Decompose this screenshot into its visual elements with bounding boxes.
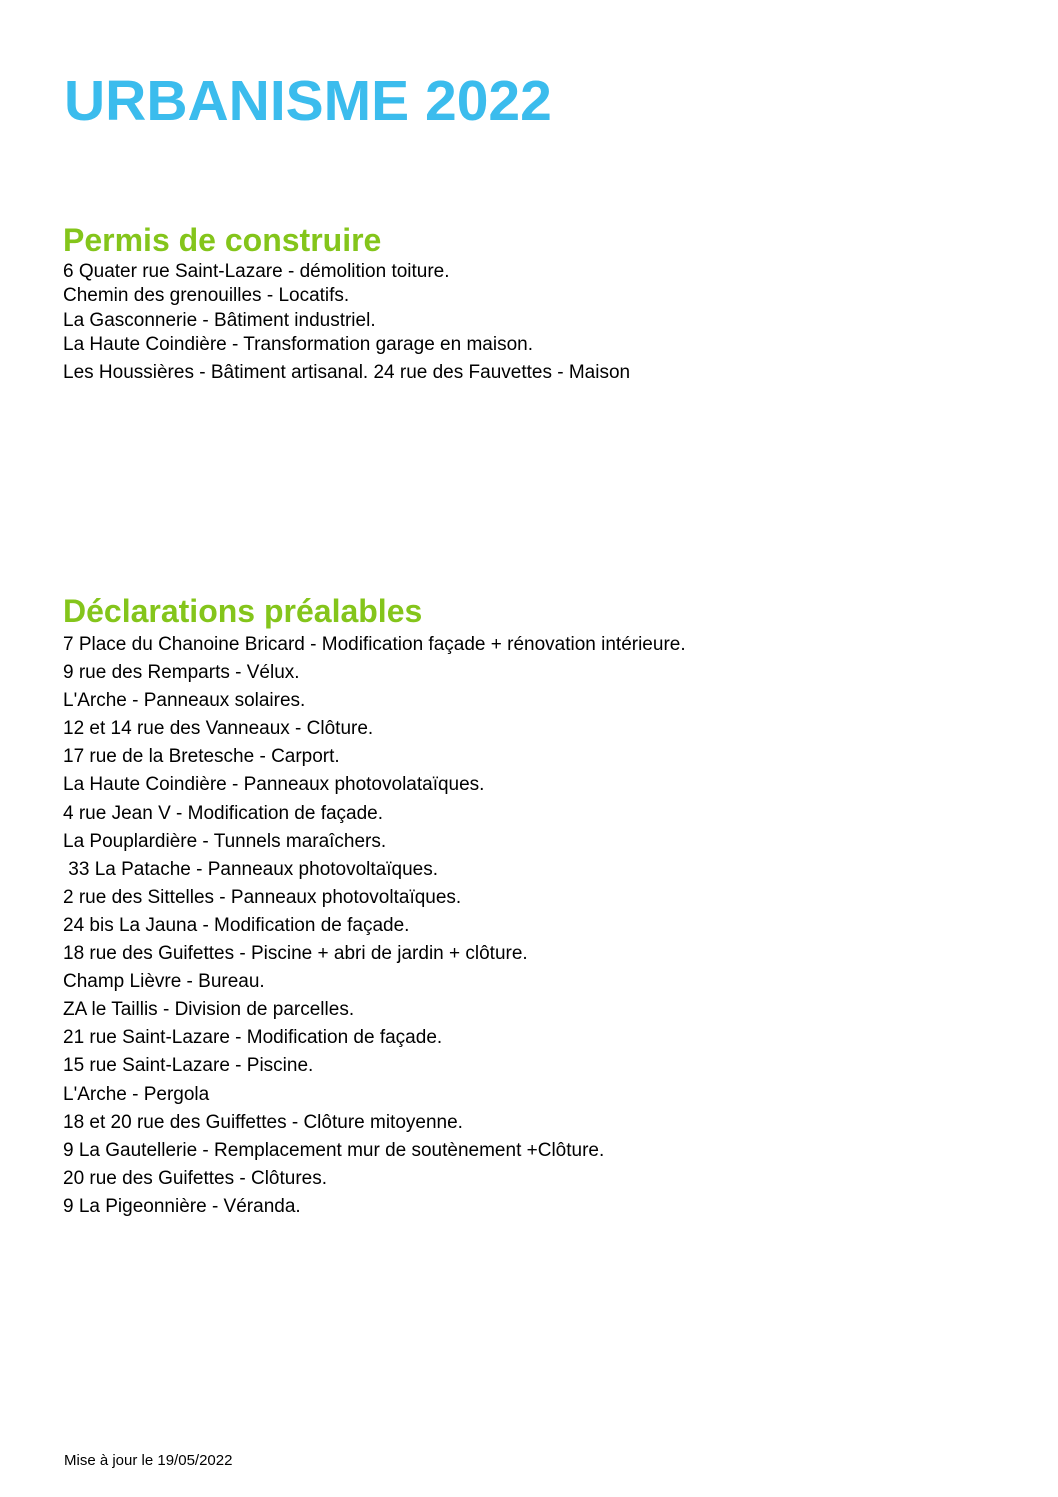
- list-item: 15 rue Saint-Lazare - Piscine.: [63, 1055, 314, 1077]
- section-heading-permis: Permis de construire: [63, 222, 382, 258]
- list-item: 12 et 14 rue des Vanneaux - Clôture.: [63, 718, 374, 740]
- list-item: La Pouplardière - Tunnels maraîchers.: [63, 830, 387, 852]
- update-date-note: Mise à jour le 19/05/2022: [64, 1452, 233, 1469]
- list-item: L'Arche - Panneaux solaires.: [63, 690, 306, 712]
- list-item: ZA le Taillis - Division de parcelles.: [63, 999, 355, 1021]
- list-item: 9 rue des Remparts - Vélux.: [63, 662, 300, 684]
- list-item: 18 et 20 rue des Guiffettes - Clôture mitoyenne.: [63, 1111, 463, 1133]
- list-item: 9 La Pigeonnière - Véranda.: [63, 1195, 301, 1217]
- permis-list: [63, 260, 630, 388]
- list-item: 20 rue des Guifettes - Clôtures.: [63, 1167, 328, 1189]
- list-item: 24 bis La Jauna - Modification de façade.: [63, 914, 410, 936]
- list-item: Champ Lièvre - Bureau.: [63, 971, 265, 993]
- section-heading-declarations: Déclarations préalables: [63, 593, 423, 629]
- list-item: 18 rue des Guifettes - Piscine + abri de jardin + clôture.: [63, 943, 528, 965]
- list-item: 6 Quater rue Saint-Lazare - démolition toiture.: [63, 261, 450, 282]
- list-item: 17 rue de la Bretesche - Carport.: [63, 746, 340, 768]
- list-item: 4 rue Jean V - Modification de façade.: [63, 802, 384, 824]
- page-title: URBANISME 2022: [64, 69, 552, 133]
- list-item: L'Arche - Pergola: [63, 1083, 210, 1105]
- list-item: La Haute Coindière - Transformation garage en maison.: [63, 334, 533, 356]
- list-item: Les Houssières - Bâtiment artisanal. 24 rue des Fauvettes - Maison: [63, 361, 631, 383]
- list-item: 21 rue Saint-Lazare - Modification de façade.: [63, 1027, 443, 1049]
- list-item: La Gasconnerie - Bâtiment industriel.: [63, 309, 376, 331]
- list-item: 2 rue des Sittelles - Panneaux photovoltaïques.: [63, 886, 462, 908]
- list-item: 33 La Patache - Panneaux photovoltaïques.: [63, 858, 438, 880]
- list-item: 7 Place du Chanoine Bricard - Modification façade + rénovation intérieure.: [63, 634, 686, 655]
- list-item: 9 La Gautellerie - Remplacement mur de soutènement +Clôture.: [63, 1139, 605, 1161]
- list-item: La Haute Coindière - Panneaux photovolataïques.: [63, 774, 485, 796]
- list-item: Chemin des grenouilles - Locatifs.: [63, 285, 350, 307]
- declarations-list: [63, 631, 686, 1221]
